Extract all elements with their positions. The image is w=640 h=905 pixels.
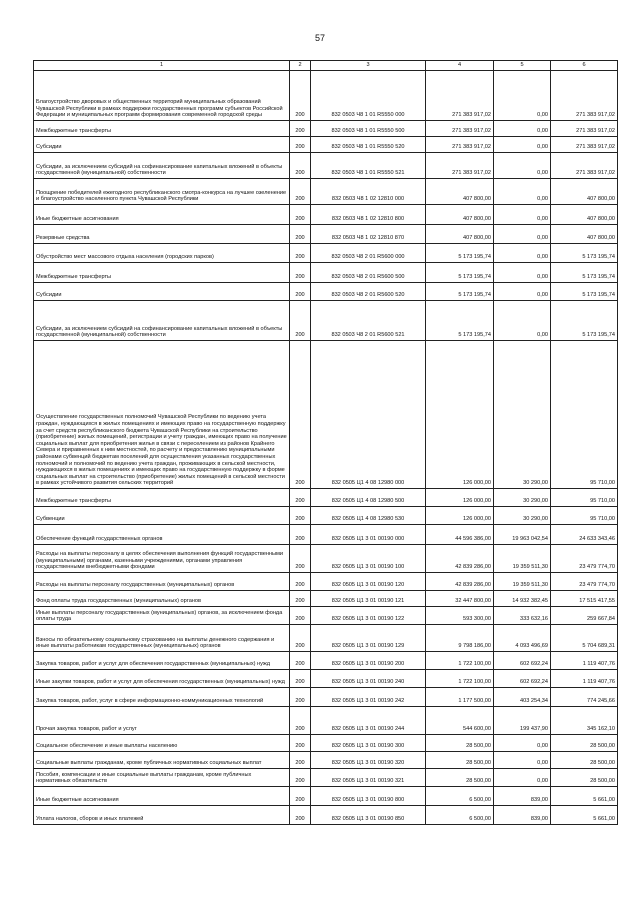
cell-rest: 271 383 917,02 [551,71,618,121]
cell-exec: 0,00 [494,301,551,341]
cell-kbk: 832 0503 Ч8 1 01 R5550 521 [311,153,426,179]
cell-exec: 0,00 [494,225,551,244]
cell-kbk: 832 0505 Ц1 3 01 00190 300 [311,735,426,752]
cell-rest: 23 479 774,70 [551,573,618,591]
cell-kbk: 832 0503 Ч8 2 01 R5600 521 [311,301,426,341]
cell-plan: 271 383 917,02 [426,121,494,137]
cell-rest: 345 162,10 [551,707,618,735]
header-cell-plan: 4 [426,61,494,71]
cell-exec: 839,00 [494,787,551,806]
cell-kbk: 832 0505 Ц1 3 01 00190 800 [311,787,426,806]
table-row [34,341,618,489]
cell-plan: 271 383 917,02 [426,137,494,153]
cell-rest: 407 800,00 [551,225,618,244]
cell-plan: 271 383 917,02 [426,71,494,121]
cell-name: Социальное обеспечение и иные выплаты населению [34,735,290,752]
cell-exec: 0,00 [494,137,551,153]
cell-name: Социальные выплаты гражданам, кроме публичных нормативных социальных выплат [34,752,290,769]
cell-exec: 0,00 [494,121,551,137]
table-row [34,205,618,225]
cell-kbk: 832 0503 Ч8 2 01 R5600 000 [311,244,426,263]
cell-name: Благоустройство дворовых и общественных территорий муниципальных образований Чувашской Республики в рамках поддержки государственных программ субъектов Российской Федерации и муниципальных программ формирования современной городской среды [34,71,290,121]
cell-name: Пособия, компенсации и иные социальные выплаты гражданам, кроме публичных нормативных обязательств [34,769,290,787]
cell-kbk: 832 0505 Ц1 3 01 00190 320 [311,752,426,769]
cell-code: 200 [290,769,311,787]
cell-exec: 0,00 [494,769,551,787]
header-cell-exec: 5 [494,61,551,71]
cell-code: 200 [290,652,311,670]
cell-rest: 774 245,66 [551,688,618,707]
cell-rest: 28 500,00 [551,752,618,769]
cell-code: 200 [290,225,311,244]
cell-name: Субсидии, за исключением субсидий на софинансирование капитальных вложений в объекты государственной (муниципальной) собственности [34,153,290,179]
cell-name: Осуществление государственных полномочий Чувашской Республики по ведению учета граждан, нуждающихся в жилых помещениях и имеющих право на государственную поддержку за счет средств республиканского бюджета Чувашской Республики на строительство (приобретение) жилых помещений, регистрации и учету граждан, имеющих право на получение социальных выплат для приобретения жилья в связи с переселением из районов Крайнего Севера и приравненных к ним местностей, по расчету и предоставлению муниципальными районами субвенций бюджетам поселений для осуществления указанных государственных полномочий и полномочий по ведению учета граждан, проживающих в сельской местности, нуждающихся в жилых помещениях и имеющих право на государственную поддержку в форме социальных выплат на строительство (приобретение) жилых помещений в сельской местности в рамках устойчивого развития сельских территорий [34,341,290,489]
cell-rest: 5 173 195,74 [551,244,618,263]
cell-kbk: 832 0505 Ц1 3 01 00190 129 [311,625,426,652]
cell-code: 200 [290,573,311,591]
cell-code: 200 [290,787,311,806]
table-row [34,225,618,244]
cell-exec: 839,00 [494,806,551,825]
cell-name: Фонд оплаты труда государственных (муниципальных) органов [34,591,290,607]
cell-code: 200 [290,263,311,283]
cell-name: Расходы на выплаты персоналу в целях обеспечения выполнения функций государственными (муниципальными) органами, казенными учреждениями, органами управления государственными внебюджетными фондами [34,545,290,573]
cell-exec: 602 692,24 [494,652,551,670]
table-row [34,283,618,301]
cell-code: 200 [290,591,311,607]
cell-exec: 4 093 496,69 [494,625,551,652]
cell-kbk: 832 0503 Ч8 2 01 R5600 500 [311,263,426,283]
cell-kbk: 832 0505 Ц1 3 01 00190 240 [311,670,426,688]
cell-plan: 126 000,00 [426,489,494,507]
table-row [34,769,618,787]
cell-name: Поощрение победителей ежегодного республиканского смотра-конкурса на лучшее озеленение и благоустройство населенного пункта Чувашской Республики [34,179,290,205]
table-row [34,525,618,545]
cell-name: Субсидии, за исключением субсидий на софинансирование капитальных вложений в объекты государственной (муниципальной) собственности [34,301,290,341]
cell-exec: 30 290,00 [494,341,551,489]
cell-rest: 5 173 195,74 [551,263,618,283]
cell-rest: 5 173 195,74 [551,301,618,341]
cell-plan: 5 173 195,74 [426,283,494,301]
cell-code: 200 [290,525,311,545]
cell-rest: 259 667,84 [551,607,618,625]
cell-code: 200 [290,735,311,752]
cell-name: Резервные средства [34,225,290,244]
table-row [34,301,618,341]
cell-plan: 28 500,00 [426,769,494,787]
table-row [34,545,618,573]
cell-plan: 6 500,00 [426,787,494,806]
cell-exec: 403 254,34 [494,688,551,707]
table-row [34,179,618,205]
cell-rest: 23 479 774,70 [551,545,618,573]
cell-code: 200 [290,71,311,121]
table-row [34,244,618,263]
cell-exec: 0,00 [494,153,551,179]
cell-exec: 0,00 [494,71,551,121]
cell-kbk: 832 0505 Ц1 3 01 00190 200 [311,652,426,670]
cell-plan: 407 800,00 [426,179,494,205]
cell-rest: 5 704 689,31 [551,625,618,652]
cell-code: 200 [290,607,311,625]
cell-plan: 28 500,00 [426,752,494,769]
cell-name: Уплата налогов, сборов и иных платежей [34,806,290,825]
cell-plan: 5 173 195,74 [426,301,494,341]
page-number: 57 [314,33,325,43]
cell-kbk: 832 0503 Ч8 1 01 R5550 000 [311,71,426,121]
cell-code: 200 [290,341,311,489]
cell-name: Прочая закупка товаров, работ и услуг [34,707,290,735]
header-cell-rest: 6 [551,61,618,71]
cell-code: 200 [290,707,311,735]
cell-exec: 14 932 382,45 [494,591,551,607]
cell-kbk: 832 0503 Ч8 1 02 12810 800 [311,205,426,225]
cell-exec: 19 359 511,30 [494,573,551,591]
cell-plan: 544 600,00 [426,707,494,735]
cell-exec: 0,00 [494,735,551,752]
cell-name: Субвенции [34,507,290,525]
cell-plan: 1 722 100,00 [426,670,494,688]
cell-name: Иные бюджетные ассигнования [34,205,290,225]
cell-plan: 6 500,00 [426,806,494,825]
cell-kbk: 832 0505 Ц1 4 08 12980 530 [311,507,426,525]
cell-kbk: 832 0503 Ч8 1 02 12810 870 [311,225,426,244]
cell-kbk: 832 0503 Ч8 1 02 12810 000 [311,179,426,205]
cell-rest: 24 633 343,46 [551,525,618,545]
cell-name: Закупка товаров, работ, услуг в сфере информационно-коммуникационных технологий [34,688,290,707]
table-row [34,137,618,153]
cell-plan: 126 000,00 [426,507,494,525]
table-row [34,71,618,121]
cell-name: Обеспечение функций государственных органов [34,525,290,545]
cell-rest: 5 661,00 [551,787,618,806]
cell-plan: 44 596 386,00 [426,525,494,545]
cell-rest: 271 383 917,02 [551,121,618,137]
cell-kbk: 832 0505 Ц1 4 08 12980 500 [311,489,426,507]
cell-code: 200 [290,153,311,179]
cell-exec: 333 632,16 [494,607,551,625]
cell-exec: 0,00 [494,179,551,205]
table-row [34,507,618,525]
cell-kbk: 832 0503 Ч8 2 01 R5600 520 [311,283,426,301]
cell-exec: 199 437,90 [494,707,551,735]
cell-name: Расходы на выплаты персоналу государственных (муниципальных) органов [34,573,290,591]
cell-plan: 42 839 286,00 [426,573,494,591]
cell-rest: 5 661,00 [551,806,618,825]
table-row [34,625,618,652]
cell-name: Субсидии [34,283,290,301]
cell-kbk: 832 0505 Ц1 3 01 00190 242 [311,688,426,707]
cell-rest: 271 383 917,02 [551,153,618,179]
table-row [34,263,618,283]
cell-rest: 1 119 407,76 [551,670,618,688]
table-row [34,607,618,625]
cell-name: Взносы по обязательному социальному страхованию на выплаты денежного содержания и иные выплаты работникам государственных (муниципальных) органов [34,625,290,652]
cell-code: 200 [290,137,311,153]
cell-kbk: 832 0505 Ц1 4 08 12980 000 [311,341,426,489]
table-row [34,670,618,688]
table-row [34,707,618,735]
cell-rest: 28 500,00 [551,735,618,752]
table-row [34,752,618,769]
cell-code: 200 [290,670,311,688]
cell-exec: 0,00 [494,752,551,769]
cell-name: Межбюджетные трансферты [34,489,290,507]
cell-exec: 602 692,24 [494,670,551,688]
cell-kbk: 832 0505 Ц1 3 01 00190 121 [311,591,426,607]
cell-kbk: 832 0505 Ц1 3 01 00190 120 [311,573,426,591]
table-header-row [34,61,618,71]
cell-rest: 28 500,00 [551,769,618,787]
cell-name: Обустройство мест массового отдыха населения (городских парков) [34,244,290,263]
cell-exec: 0,00 [494,283,551,301]
cell-kbk: 832 0505 Ц1 3 01 00190 000 [311,525,426,545]
cell-plan: 407 800,00 [426,225,494,244]
table-row [34,688,618,707]
cell-kbk: 832 0505 Ц1 3 01 00190 850 [311,806,426,825]
cell-kbk: 832 0505 Ц1 3 01 00190 244 [311,707,426,735]
cell-name: Иные закупки товаров, работ и услуг для обеспечения государственных (муниципальных) нужд [34,670,290,688]
cell-kbk: 832 0505 Ц1 3 01 00190 100 [311,545,426,573]
cell-rest: 95 710,00 [551,341,618,489]
cell-rest: 407 800,00 [551,205,618,225]
cell-kbk: 832 0505 Ц1 3 01 00190 321 [311,769,426,787]
cell-name: Межбюджетные трансферты [34,121,290,137]
table-row [34,806,618,825]
cell-kbk: 832 0503 Ч8 1 01 R5550 520 [311,137,426,153]
cell-kbk: 832 0503 Ч8 1 01 R5550 500 [311,121,426,137]
cell-rest: 1 119 407,76 [551,652,618,670]
table-row [34,153,618,179]
cell-name: Межбюджетные трансферты [34,263,290,283]
budget-table [33,60,618,825]
cell-code: 200 [290,688,311,707]
cell-plan: 42 839 286,00 [426,545,494,573]
cell-rest: 5 173 195,74 [551,283,618,301]
cell-plan: 126 000,00 [426,341,494,489]
table-row [34,735,618,752]
cell-code: 200 [290,205,311,225]
table-row [34,652,618,670]
cell-plan: 1 177 500,00 [426,688,494,707]
table-row [34,573,618,591]
cell-code: 200 [290,283,311,301]
cell-name: Субсидии [34,137,290,153]
cell-plan: 271 383 917,02 [426,153,494,179]
table-row [34,787,618,806]
budget-table-body [34,61,618,825]
cell-code: 200 [290,545,311,573]
cell-plan: 407 800,00 [426,205,494,225]
cell-rest: 95 710,00 [551,489,618,507]
cell-exec: 0,00 [494,263,551,283]
cell-code: 200 [290,507,311,525]
cell-plan: 32 447 800,00 [426,591,494,607]
cell-name: Закупка товаров, работ и услуг для обеспечения государственных (муниципальных) нужд [34,652,290,670]
cell-plan: 1 722 100,00 [426,652,494,670]
cell-code: 200 [290,244,311,263]
table-row [34,591,618,607]
cell-rest: 271 383 917,02 [551,137,618,153]
cell-name: Иные выплаты персоналу государственных (муниципальных) органов, за исключением фонда оплаты труда [34,607,290,625]
cell-plan: 5 173 195,74 [426,263,494,283]
cell-code: 200 [290,489,311,507]
table-row [34,121,618,137]
cell-code: 200 [290,625,311,652]
cell-exec: 19 963 042,54 [494,525,551,545]
cell-plan: 28 500,00 [426,735,494,752]
cell-name: Иные бюджетные ассигнования [34,787,290,806]
cell-exec: 0,00 [494,244,551,263]
cell-kbk: 832 0505 Ц1 3 01 00190 122 [311,607,426,625]
cell-exec: 0,00 [494,205,551,225]
cell-plan: 9 798 186,00 [426,625,494,652]
cell-exec: 19 359 511,30 [494,545,551,573]
cell-rest: 407 800,00 [551,179,618,205]
cell-code: 200 [290,752,311,769]
header-cell-code: 2 [290,61,311,71]
cell-code: 200 [290,179,311,205]
cell-plan: 5 173 195,74 [426,244,494,263]
table-row [34,489,618,507]
cell-rest: 95 710,00 [551,507,618,525]
cell-exec: 30 290,00 [494,507,551,525]
cell-code: 200 [290,301,311,341]
cell-plan: 593 300,00 [426,607,494,625]
header-cell-kbk: 3 [311,61,426,71]
cell-code: 200 [290,806,311,825]
cell-rest: 17 515 417,55 [551,591,618,607]
cell-code: 200 [290,121,311,137]
cell-exec: 30 290,00 [494,489,551,507]
header-cell-name: 1 [34,61,290,71]
